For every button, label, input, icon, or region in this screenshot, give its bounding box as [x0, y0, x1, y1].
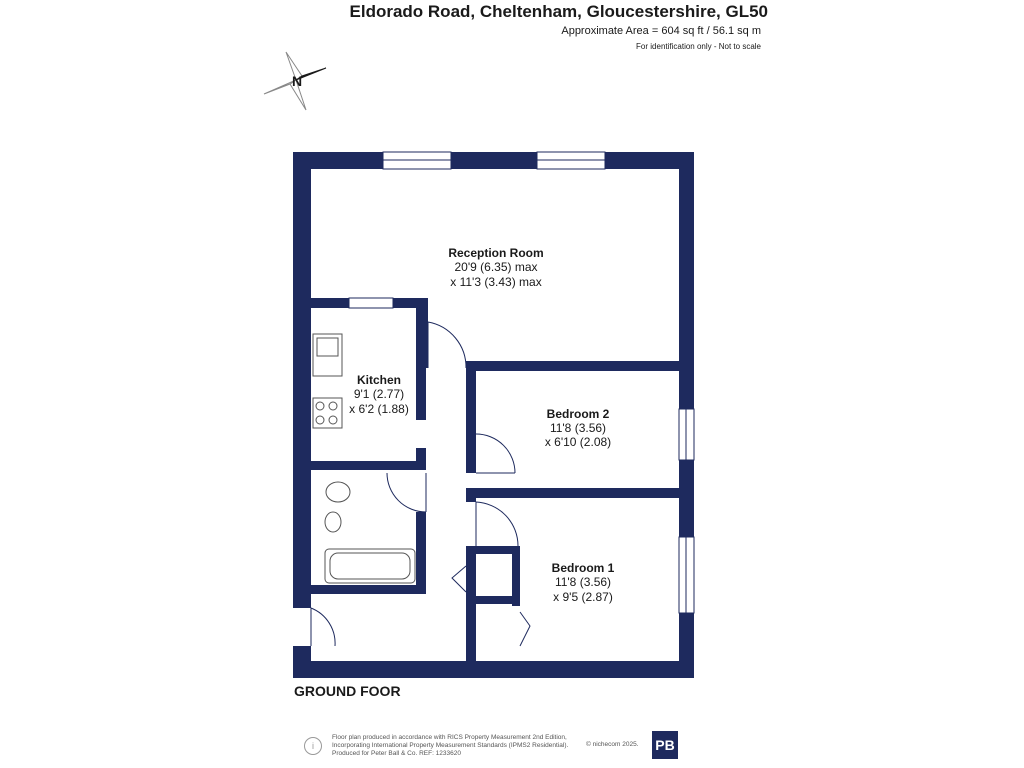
- footer-line-1: Floor plan produced in accordance with RICS Property Measurement 2nd Edition,: [332, 734, 567, 741]
- floor-label: GROUND FOOR: [294, 683, 401, 699]
- agent-logo: PB: [652, 731, 678, 759]
- svg-text:x 6'2 (1.88): x 6'2 (1.88): [349, 402, 409, 416]
- kitchen-label: [349, 373, 409, 416]
- reception-room-label: [448, 246, 543, 289]
- toilet-icon: [326, 482, 350, 502]
- identification-note: For identification only - Not to scale: [636, 42, 761, 51]
- svg-text:x 6'10 (2.08): x 6'10 (2.08): [544, 435, 612, 449]
- svg-text:Bedroom 1: Bedroom 1: [551, 561, 615, 575]
- compass-icon: [264, 52, 326, 110]
- bath-icon: [325, 549, 415, 583]
- property-title: Eldorado Road, Cheltenham, Gloucestershire, GL50: [349, 2, 768, 21]
- copyright: © nichecom 2025.: [586, 741, 639, 748]
- svg-text:11'8 (3.56): 11'8 (3.56): [549, 421, 607, 435]
- footer-line-2: Incorporating International Property Measurement Standards (IPMS2 Residential).: [332, 742, 569, 749]
- svg-text:Kitchen: Kitchen: [356, 373, 402, 387]
- bedroom-1-label: [552, 561, 615, 604]
- bedroom-2-label: [545, 407, 611, 449]
- approximate-area: Approximate Area = 604 sq ft / 56.1 sq m: [561, 25, 761, 37]
- compass-north-letter: N: [291, 73, 303, 89]
- svg-text:x 11'3 (3.43) max: x 11'3 (3.43) max: [450, 275, 542, 289]
- svg-text:x 9'5 (2.87): x 9'5 (2.87): [553, 590, 613, 604]
- footer-line-3: Produced for Peter Ball & Co. REF: 1233620: [332, 750, 461, 757]
- fixtures: [313, 334, 415, 583]
- svg-text:Bedroom 2: Bedroom 2: [546, 407, 610, 421]
- rics-info-icon: i: [304, 737, 322, 755]
- svg-text:Reception Room: Reception Room: [448, 246, 544, 260]
- basin-icon: [325, 512, 341, 532]
- svg-text:11'8 (3.56): 11'8 (3.56): [554, 575, 612, 589]
- footer-notes: [332, 734, 592, 758]
- svg-text:20'9 (6.35) max: 20'9 (6.35) max: [454, 260, 538, 274]
- svg-text:9'1 (2.77): 9'1 (2.77): [353, 387, 405, 401]
